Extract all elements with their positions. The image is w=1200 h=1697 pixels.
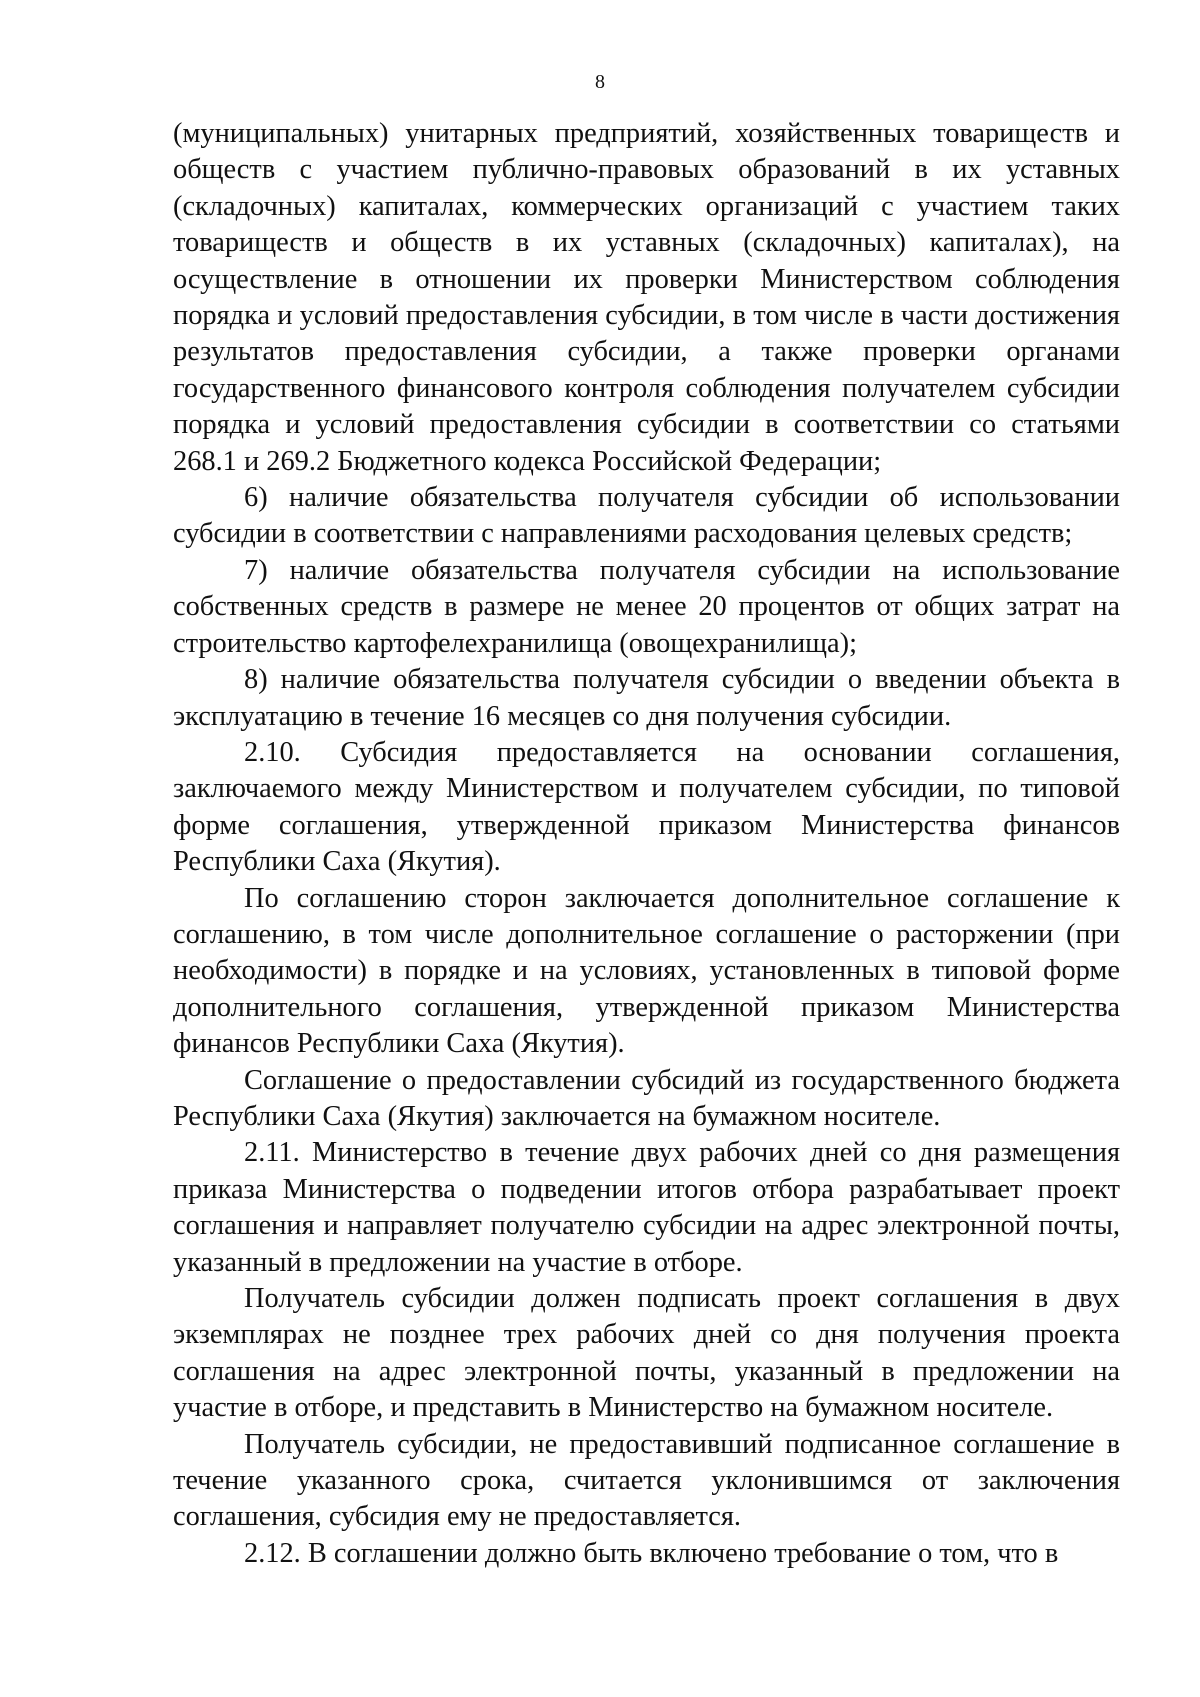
paragraph-signing: Получатель субсидии должен подписать проект соглашения в двух экземплярах не позднее трех рабочих дней со дня получения проекта соглашения на адрес электронной почты, указанный в предложении на участие в отборе, и представить в Министерство на бумажном носителе. — [173, 1283, 1120, 1424]
paragraph-evasion: Получатель субсидии, не предоставивший подписанное соглашение в течение указанного срока, считается уклонившимся от заключения соглашения, субсидия ему не предоставляется. — [173, 1428, 1120, 1533]
paragraph-paper-agreement: Соглашение о предоставлении субсидий из государственного бюджета Республики Саха (Якутия) заключается на бумажном носителе. — [173, 1064, 1120, 1132]
paragraph-section-2-10: 2.10. Субсидия предоставляется на основании соглашения, заключаемого между Министерством и получателем субсидии, по типовой форме соглашения, утвержденной приказом Министерства финансов Республики Саха (Якутия). — [173, 736, 1120, 878]
paragraph-item-7: 7) наличие обязательства получателя субсидии на использование собственных средств в размере не менее 20 процентов от общих затрат на строительство картофелехранилища (овощехранилища); — [173, 554, 1120, 659]
body-text — [173, 116, 1120, 1572]
paragraph-section-2-12: 2.12. В соглашении должно быть включено требование о том, что в — [244, 1537, 1059, 1569]
paragraph-continuation: (муниципальных) унитарных предприятий, хозяйственных товариществ и обществ с участием публично-правовых образований в их уставных (складочных) капиталах, коммерческих организаций с участием таких товариществ и обществ в их уставных (складочных) капиталах), на осуществление в отношении их проверки Министерством соблюдения порядка и условий предоставления субсидии, в том числе в части достижения результатов предоставления субсидии, а также проверки органами государственного финансового контроля соблюдения получателем субсидии порядка и условий предоставления субсидии в соответствии со статьями 268.1 и 269.2 Бюджетного кодекса Российской Федерации; — [173, 118, 1120, 477]
paragraph-additional-agreement: По соглашению сторон заключается дополнительное соглашение к соглашению, в том числе дополнительное соглашение о расторжении (при необходимости) в порядке и на условиях, установленных в типовой форме дополнительного соглашения, утвержденной приказом Министерства финансов Республики Саха (Якутия). — [173, 882, 1120, 1060]
paragraph-item-8: 8) наличие обязательства получателя субсидии о введении объекта в эксплуатацию в течение 16 месяцев со дня получения субсидии. — [173, 664, 1120, 732]
paragraph-section-2-11: 2.11. Министерство в течение двух рабочих дней со дня размещения приказа Министерства о подведении итогов отбора разрабатывает проект соглашения и направляет получателю субсидии на адрес электронной почты, указанный в предложении на участие в отборе. — [173, 1137, 1120, 1278]
page-number: 8 — [595, 71, 605, 93]
paragraph-item-6: 6) наличие обязательства получателя субсидии об использовании субсидии в соответствии с направлениями расходования целевых средств; — [173, 482, 1120, 550]
